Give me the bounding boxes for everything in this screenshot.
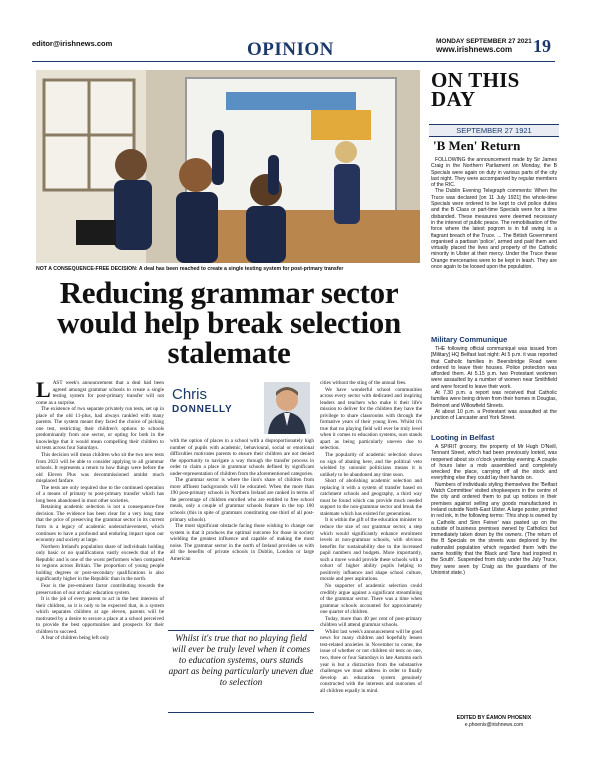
sidebar-military-text: THE following official communiqué was issued from [Military] HQ Belfast last night: At 5 p.m. it was reported that Catholic families in Beersbridge Road were ordered to leave their houses. Police protection was afforded them. At 5.15 p.m. two Protestant workmen were assaulted by a number of women near Smithfield and were forced to leave their work. At 7.30 p.m. a report was received that Catholic families were being driven from their homes in Douglas, Belmont and Willowfield Streets. At about 10 p.m. a Protestant was assaulted at the junction of Lancaster and York Street.	[431, 346, 557, 422]
paragraph: Short of abolishing academic selection and replacing it with a system of transfer based on catchment schools and geography, a third way must be found which can provide much needed support to the non-grammar sector and break the stalemate which has existed for generations.	[320, 478, 422, 517]
sidebar-editor: EDITED BY ÉAMON PHOENIX	[456, 715, 532, 721]
paragraph: This decision will mean children who sit the two new tests from 2023 will be able to consider applying to all grammar schools. It represents a return to how things were before the old Eleven Plus was decommissioned amidst much misplaced fanfare.	[36, 452, 164, 485]
article-column-2	[170, 438, 314, 562]
paragraph: cities without the sting of the annual fees.	[320, 380, 407, 386]
paragraph: Northern Ireland's population share of individuals holding only basic or no qualifications vastly exceeds that of the Republic and is one of the worst performers when compared to regions across Britain. The proportion of young people holding degrees or post-secondary qualifications is also significantly higher in the Republic than in the north.	[36, 543, 164, 583]
paragraph: The most significant obstacle facing those wishing to change our system is that it produces the optimal outcome for those in society wielding the greatest influence and capable of making the most noise. The grammar sector in the north of Ireland provides us with all the benefits of private schools in Dublin, London or large American	[170, 523, 314, 562]
classroom-illustration	[36, 70, 420, 263]
dropcap: L	[36, 377, 51, 402]
paragraph: Retaining academic selection is not a consequence-free decision. The evidence has been clear for a very long time that the price of preserving the grammar sector in its current form is a legacy of academic underachievement, which continues to have a profound and enduring impact upon our economy and society at large.	[36, 504, 164, 544]
author-photo	[264, 382, 310, 434]
sidebar-looting-text: A SPIRIT grocery, the property of Mr Hugh O'Neill, Tennant Street, which had been previously looted, was reopened about six o'clock yesterday evening. A couple of hours later a mob assembled and completely wrecked the place, carrying off all the stock and everything else they could lay their hands on. Numbers of individuals styling themselves the 'Belfast Watch Committee' visited shopkeepers in the centre of the city and ordered them to put up notices in their premises against selling any goods manufactured in Ireland outside North-East Ulster. A large poster, printed in red ink, in the following terms: 'This shop is owned by a Catholic and Sinn Feiner' was pasted up on the outside of business premises owned by Catholics but immediately taken down by the owners. (The return of the B Specials on the streets was deplored by the nationalist population which regarded them 'with the same hostility that the Black and Tans had inspired in the South'. Suspended from duty under the July Truce, they were seen by Craig as the guardians of the Unionist state.)	[431, 444, 557, 576]
paragraph: The tests are only required due to the continued operation of a means of primary to post-primary transfer which has long been abandoned in most other societies.	[36, 484, 164, 504]
sidebar-headline: 'B Men' Return	[433, 138, 521, 153]
on-this-day-sidebar	[429, 67, 559, 727]
paragraph: The existence of two separate privately run tests, set up in place of the old 11-plus, had always rankled with many parents. The system meant they faced the choice of picking one test, restricting their children's options to schools predominantly from one sector, or opting for both in the knowledge that it would mean compelling their children to sit tests across four Saturdays.	[36, 406, 164, 452]
paragraph: with the option of places in a school with a disproportionately high number of pupils with academic, behavioural, social or emotional difficulties motivates parents to ensure their children are not denied the opportunity to navigate a way through the transfer process in order to claim a place in grammar schools defined by significant under-representation of children from the aforementioned categories.	[170, 438, 314, 477]
caption-bold: NOT A CONSEQUENCE-FREE DECISION:	[36, 266, 138, 272]
header-date: MONDAY SEPTEMBER 27 2021	[436, 38, 532, 45]
article-headline: Reducing grammar sector would help break selection stalemate	[57, 275, 401, 370]
paragraph: It is the job of every parent to act in the best interests of their children, so it is only to be expected that, in a system which separates children at age eleven, parents will be motivated by a desire to secure a place at a school perceived to provide the best opportunities and prospects for their children to succeed.	[36, 596, 164, 635]
paragraph: Today, more than 40 per cent of post-primary children will attend grammar schools.	[320, 615, 422, 629]
sidebar-title: ON THIS DAY	[431, 68, 520, 111]
paragraph: It is within the gift of the education minister to reduce the size of our grammar sector, a step which would significantly enhance enrolment levels at non-grammar schools, with obvious benefits for sustainability due to the increased pupil numbers and budgets. More importantly, such a move would provide these schools with a cohort of higher ability pupils helping to positively influence and shape school culture, morale and peer aspirations.	[320, 517, 422, 583]
author-last-name: DONNELLY	[172, 404, 233, 415]
sidebar-subhead-military: Military Communique	[431, 335, 508, 344]
paragraph: Fear is the pre-eminent factor contributing towards the preservation of our archaic education system.	[36, 582, 164, 596]
pullquote-rule-top	[168, 630, 314, 631]
header-site[interactable]: www.irishnews.com	[436, 45, 513, 54]
pullquote-rule-bottom	[168, 712, 314, 713]
header-rule	[32, 61, 555, 62]
paragraph: Whilst last week's announcement will be good news for many children and hopefully lessen test-related anxieties in November to come, the issue of whether or not children sit tests on one, two, three or four Saturdays in late Autumn each year is but a distraction from the substantive challenges we must address in order to finally develop an education system genuinely constructed with the interests and outcomes of all children equally in mind.	[320, 628, 422, 694]
article-column-3	[320, 380, 422, 694]
paragraph: A fear of children being left only	[41, 635, 110, 642]
classroom-photo	[36, 70, 420, 263]
paragraph: LAST week's announcement that a deal had been agreed amongst grammar schools to create a single testing system for post-primary transfer will not come as a surprise.	[36, 377, 164, 406]
sidebar-subhead-looting: Looting in Belfast	[431, 433, 495, 442]
page-number: 19	[533, 36, 551, 56]
author-first-name: Chris	[172, 386, 208, 403]
photo-caption	[36, 266, 420, 273]
byline	[172, 382, 312, 434]
article-column-1	[36, 377, 164, 642]
caption-text: A deal has been reached to create a single testing system for post-primary transfer	[138, 266, 344, 272]
header-email[interactable]: editor@irishnews.com	[32, 39, 113, 48]
paragraph: The grammar sector is where the lion's share of children from more affluent backgrounds will be educated. When the more than 190 post-primary schools in Northern Ireland are ranked in terms of the percentage of children enrolled who are entitled to free school meals, only a couple of grammar schools feature in the top 100 schools (this in spite of grammars constituting one third of all post-primary schools).	[170, 477, 314, 523]
sidebar-email[interactable]: e.phoenix@irishnews.com	[464, 722, 524, 728]
sidebar-date: SEPTEMBER 27 1921	[429, 124, 559, 137]
pullquote: Whilst it's true that no playing field will ever be truly level when it comes to education systems, ours stands apart as being particularly uneven due to selection	[168, 634, 314, 688]
header-date-block	[436, 38, 532, 54]
section-title: OPINION	[247, 39, 334, 60]
paragraph: We have wonderful school communities across every sector with dedicated and inspiring leaders and teachers who make it their life's mission to deliver for the children they have the privilege to share classrooms with through the formative years of their young lives. Whilst it's true that no playing field will ever be truly level when it comes to education systems, ours stands apart as being particularly uneven due to selection.	[320, 386, 422, 452]
paragraph: No supporter of academic selection could credibly argue against a significant streamlining of the grammar sector. There was a time when grammar schools accounted for approximately one quarter of children.	[320, 582, 422, 616]
sidebar-intro: FOLLOWING the announcement made by Sir James Craig in the Northern Parliament on Monday, the B Specials were again on duty in various parts of the city last night. They were accompanied by regular members of the RIC. The Dublin Evening Telegraph comments: When the Truce was declared [on 11 July 1921] the whole-time Specials were ordered to be kept to civil police duties and the B Class or part-time Specials were for a time disbanded. These measures were deemed necessary in the interest of public peace. The remobilisation of the force where the latest pogrom is in full swing is a flagrant breach of the Truce. ... The British Government organised a partisan 'police', armed and paid them and virtually placed the lives and property of the Catholic minority in Ulster at their mercy. Under the Truce these Orange mercenaries were to be kept in leash. They are once again to be loosed upon the population.	[431, 157, 557, 271]
paragraph: The popularity of academic selection shows no sign of abating here, and the political veto wielded by unionist politicians means it is unlikely to be abandoned any time soon.	[320, 452, 422, 478]
